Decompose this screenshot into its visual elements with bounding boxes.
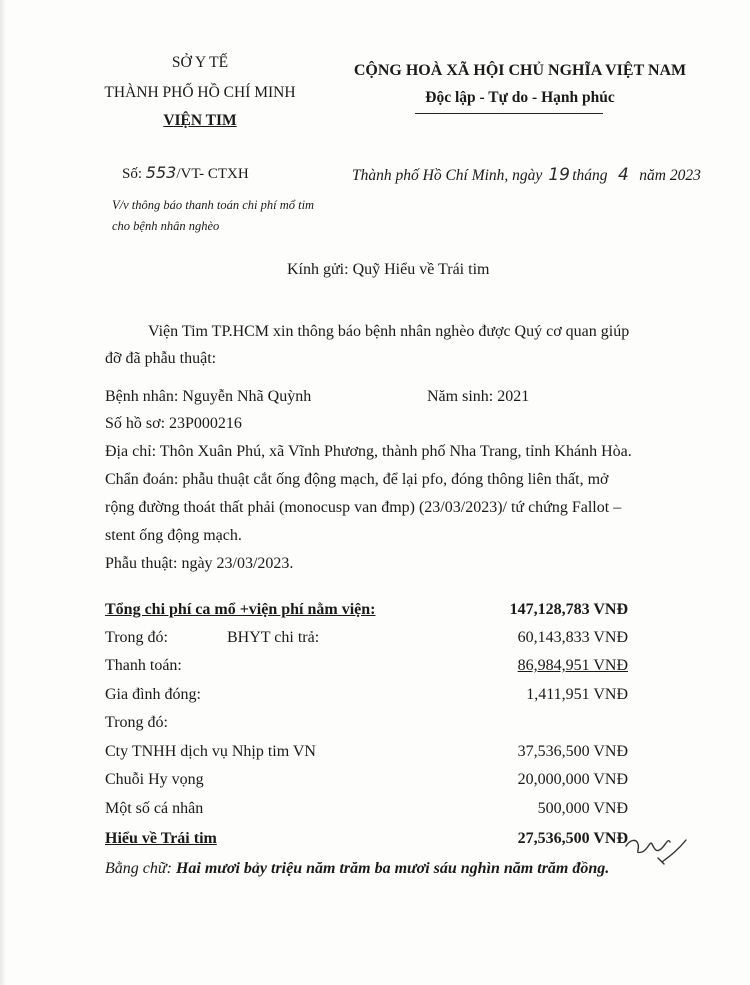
date-prefix: Thành phố Hồ Chí Minh, ngày — [352, 167, 543, 184]
individuals-amount: 500,000 VNĐ — [537, 800, 628, 817]
greeting: Kính gửi: Quỹ Hiểu về Trái tim — [287, 261, 490, 278]
payment-label: Thanh toán: — [105, 657, 182, 674]
date-day-handwritten: 19 — [548, 165, 570, 185]
in-words-label: Bằng chữ: — [105, 860, 172, 877]
patient-record: Số hồ sơ: 23P000216 — [105, 415, 242, 432]
org-ministry: SỞ Y TẾ — [171, 54, 229, 71]
ref-number-handwritten: 553 — [145, 163, 177, 182]
national-motto: Độc lập - Tự do - Hạnh phúc — [425, 89, 615, 106]
sponsor-company-amount: 37,536,500 VNĐ — [517, 743, 628, 760]
org-institute-name: VIỆN TIM — [163, 112, 237, 129]
intro-line-1: Viện Tim TP.HCM xin thông báo bệnh nhân nghèo được Quý cơ quan giúp — [148, 323, 630, 340]
org-institute — [70, 112, 330, 130]
diagnosis-line-1: Chẩn đoán: phẫu thuật cắt ống động mạch, để lại pfo, đóng thông liên thất, mở — [105, 471, 609, 488]
hieu-ve-trai-tim-label: Hiểu về Trái tim — [105, 830, 217, 847]
ref-suffix: /VT- CTXH — [176, 166, 249, 182]
bhyt-amount: 60,143,833 VNĐ — [517, 629, 628, 646]
ref-prefix: Số: — [122, 166, 143, 182]
diagnosis-line-3: stent ống động mạch. — [105, 527, 242, 544]
surgery-date: Phẫu thuật: ngày 23/03/2023. — [105, 555, 294, 572]
date-year: năm 2023 — [639, 167, 701, 184]
patient-name: Bệnh nhân: Nguyễn Nhã Quỳnh — [105, 388, 312, 405]
patient-birth-year: Năm sinh: 2021 — [427, 388, 530, 405]
payment-amount: 86,984,951 VNĐ — [517, 657, 628, 674]
family-paid-label: Gia đình đóng: — [105, 686, 201, 703]
in-words-text: Hai mươi bảy triệu năm trăm ba mươi sáu nghìn năm trăm đồng. — [175, 860, 610, 877]
bhyt-label: BHYT chi trả: — [227, 629, 320, 646]
scan-edge — [0, 0, 6, 985]
amount-in-words — [105, 860, 609, 878]
breakdown-label-1: Trong đó: — [105, 629, 168, 646]
patient-address: Địa chỉ: Thôn Xuân Phú, xã Vĩnh Phương, thành phố Nha Trang, tỉnh Khánh Hòa. — [105, 443, 632, 460]
intro-line-2: đỡ đã phẫu thuật: — [105, 350, 217, 367]
sponsor-chuoi-amount: 20,000,000 VNĐ — [517, 771, 628, 788]
breakdown-label-2: Trong đó: — [105, 714, 168, 731]
individuals-label: Một số cá nhân — [105, 800, 204, 817]
date-month-label: tháng — [572, 167, 608, 184]
hieu-ve-trai-tim-amount: 27,536,500 VNĐ — [517, 830, 628, 847]
reference-number — [122, 163, 249, 183]
org-city: THÀNH PHỐ HỒ CHÍ MINH — [104, 84, 296, 101]
total-cost-amount: 147,128,783 VNĐ — [509, 601, 628, 618]
diagnosis-line-2: rộng đường thoát thất phải (monocusp van đmp) (23/03/2023)/ tứ chứng Fallot – — [105, 499, 622, 516]
subject-line-1: V/v thông báo thanh toán chi phí mổ tim — [112, 198, 315, 212]
national-title: CỘNG HOÀ XÃ HỘI CHỦ NGHĨA VIỆT NAM — [353, 62, 687, 79]
handwritten-check-mark — [622, 826, 692, 870]
date-line — [352, 165, 701, 185]
family-paid-amount: 1,411,951 VNĐ — [526, 686, 628, 703]
date-month-handwritten: 4 — [617, 165, 629, 185]
sponsor-company-label: Cty TNHH dịch vụ Nhịp tim VN — [105, 743, 316, 760]
total-cost-label: Tổng chi phí ca mổ +viện phí nằm viện: — [105, 601, 376, 618]
sponsor-chuoi-label: Chuỗi Hy vọng — [105, 771, 204, 788]
motto-underline — [415, 113, 603, 114]
subject-line-2: cho bệnh nhân nghèo — [112, 219, 220, 233]
